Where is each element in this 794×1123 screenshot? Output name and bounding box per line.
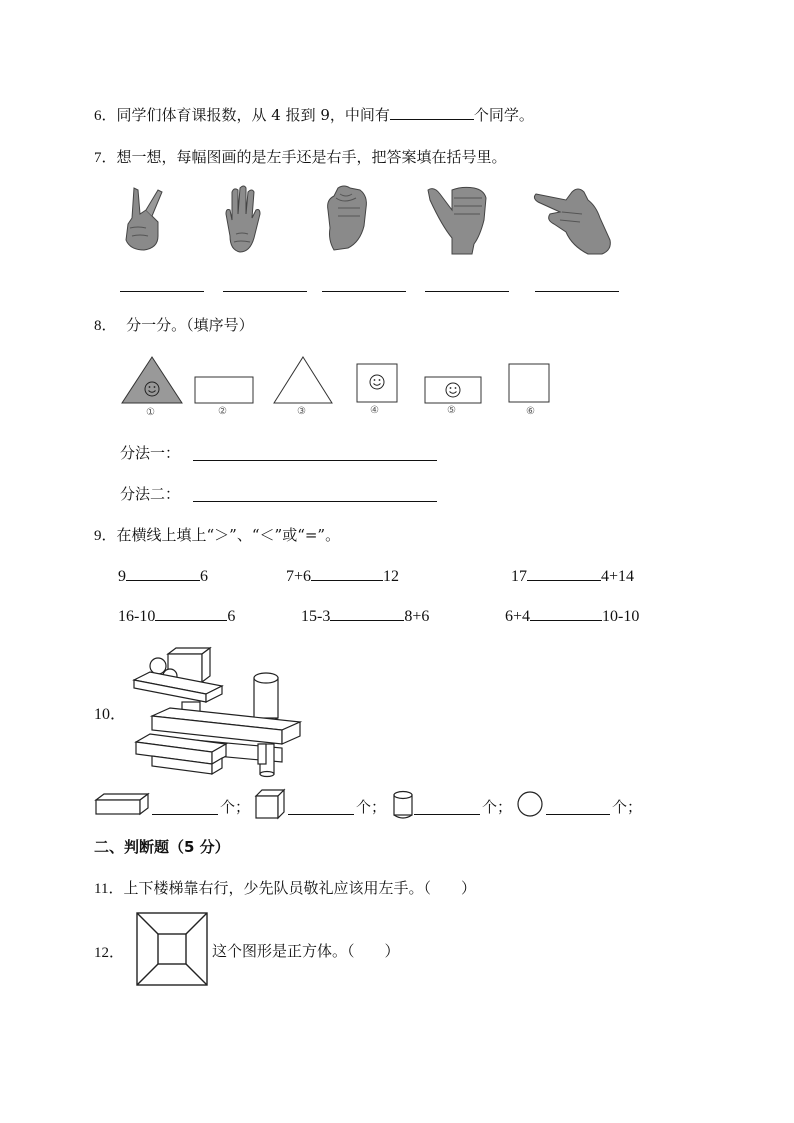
- compare-item: [118, 566, 208, 586]
- shape-triangle: [272, 355, 334, 405]
- compare-right: 12: [383, 568, 400, 585]
- answer-blank-hand-4[interactable]: [425, 291, 509, 292]
- question-8: [94, 314, 254, 335]
- shape-label-2: ②: [218, 406, 227, 417]
- shape-label-1: ①: [146, 407, 155, 418]
- shape-label-6: ⑥: [526, 406, 535, 417]
- cuboid-count-blank[interactable]: [152, 800, 218, 815]
- question-12-number: 12．: [94, 945, 125, 961]
- v-sign-hand-icon: [118, 184, 168, 254]
- cube-icon: [254, 788, 286, 820]
- compare-item: [286, 566, 399, 586]
- shape-rectangle-smiley: [424, 376, 482, 404]
- method-1-label: 分法一：: [120, 444, 181, 462]
- building-blocks-figure: [130, 644, 305, 778]
- compare-left: 6+4: [505, 608, 531, 625]
- unit-label: 个；: [356, 798, 387, 816]
- question-6: [94, 104, 534, 125]
- compare-blank[interactable]: [155, 606, 227, 621]
- compare-item: [511, 566, 634, 586]
- question-text-end: 个同学。: [473, 106, 534, 124]
- compare-blank[interactable]: [311, 566, 383, 581]
- compare-left: 9: [118, 568, 126, 585]
- question-10-number: 10．: [94, 706, 127, 723]
- question-text: 分一分。（填序号）: [126, 316, 254, 334]
- shape-label-5: ⑤: [447, 405, 456, 416]
- method-2-label: 分法二：: [120, 485, 181, 503]
- pointing-hand-icon: [532, 184, 614, 256]
- question-9: [94, 524, 340, 545]
- open-palm-hand-icon: [220, 184, 264, 256]
- question-number: 9．: [94, 528, 117, 544]
- question-11: [94, 877, 476, 898]
- compare-left: 16-10: [118, 608, 156, 625]
- question-number: 6．: [94, 108, 117, 124]
- shape-label-4: ④: [370, 405, 379, 416]
- answer-blank-hand-3[interactable]: [322, 291, 406, 292]
- compare-item: [118, 606, 235, 626]
- compare-blank[interactable]: [126, 566, 200, 581]
- cylinder-icon: [392, 790, 414, 820]
- method-1-blank[interactable]: [193, 460, 437, 461]
- cuboid-icon: [94, 792, 150, 816]
- question-12-text: 这个图形是正方体。（ ）: [212, 942, 400, 960]
- cylinder-count-blank[interactable]: [414, 800, 480, 815]
- question-7: [94, 146, 507, 167]
- unit-label: 个；: [612, 798, 643, 816]
- compare-item: [505, 606, 639, 626]
- compare-blank[interactable]: [530, 606, 602, 621]
- compare-right: 6: [227, 608, 236, 625]
- shape-rectangle: [194, 376, 254, 404]
- question-text: 同学们体育课报数，从 4 报到 9，中间有: [116, 106, 390, 124]
- compare-item: [301, 606, 429, 626]
- question-text: 在横线上填上“＞”、“＜”或“=”。: [116, 526, 341, 544]
- compare-left: 7+6: [286, 568, 312, 585]
- answer-blank-hand-2[interactable]: [223, 291, 307, 292]
- compare-right: 10-10: [602, 608, 640, 625]
- cube-count-blank[interactable]: [288, 800, 354, 815]
- sphere-count-blank[interactable]: [546, 800, 610, 815]
- answer-blank-hand-5[interactable]: [535, 291, 619, 292]
- shape-square-smiley: [356, 363, 398, 403]
- compare-left: 17: [511, 568, 527, 585]
- question-number: 11．: [94, 881, 124, 897]
- compare-right: 4+14: [601, 568, 635, 585]
- answer-blank[interactable]: [390, 105, 474, 120]
- compare-left: 15-3: [301, 608, 331, 625]
- compare-blank[interactable]: [527, 566, 601, 581]
- question-number: 7．: [94, 150, 117, 166]
- shape-label-3: ③: [297, 406, 306, 417]
- shape-square: [508, 363, 550, 403]
- compare-right: 6: [200, 568, 208, 585]
- fist-hand-icon: [320, 184, 370, 254]
- method-2-blank[interactable]: [193, 501, 437, 502]
- compare-blank[interactable]: [330, 606, 404, 621]
- question-text: 上下楼梯靠右行，少先队员敬礼应该用左手。（ ）: [123, 879, 476, 897]
- question-text: 想一想，每幅图画的是左手还是右手，把答案填在括号里。: [116, 148, 507, 166]
- compare-right: 8+6: [404, 608, 430, 625]
- shape-gray-triangle-smiley: [120, 355, 184, 405]
- unit-label: 个；: [482, 798, 513, 816]
- question-number: 8．: [94, 318, 117, 334]
- unit-label: 个；: [220, 798, 251, 816]
- answer-blank-hand-1[interactable]: [120, 291, 204, 292]
- frustum-square-figure: [136, 912, 208, 986]
- thumb-hand-icon: [422, 184, 490, 256]
- section-title: 二、判断题（5 分）: [94, 838, 230, 856]
- sphere-icon: [516, 790, 544, 818]
